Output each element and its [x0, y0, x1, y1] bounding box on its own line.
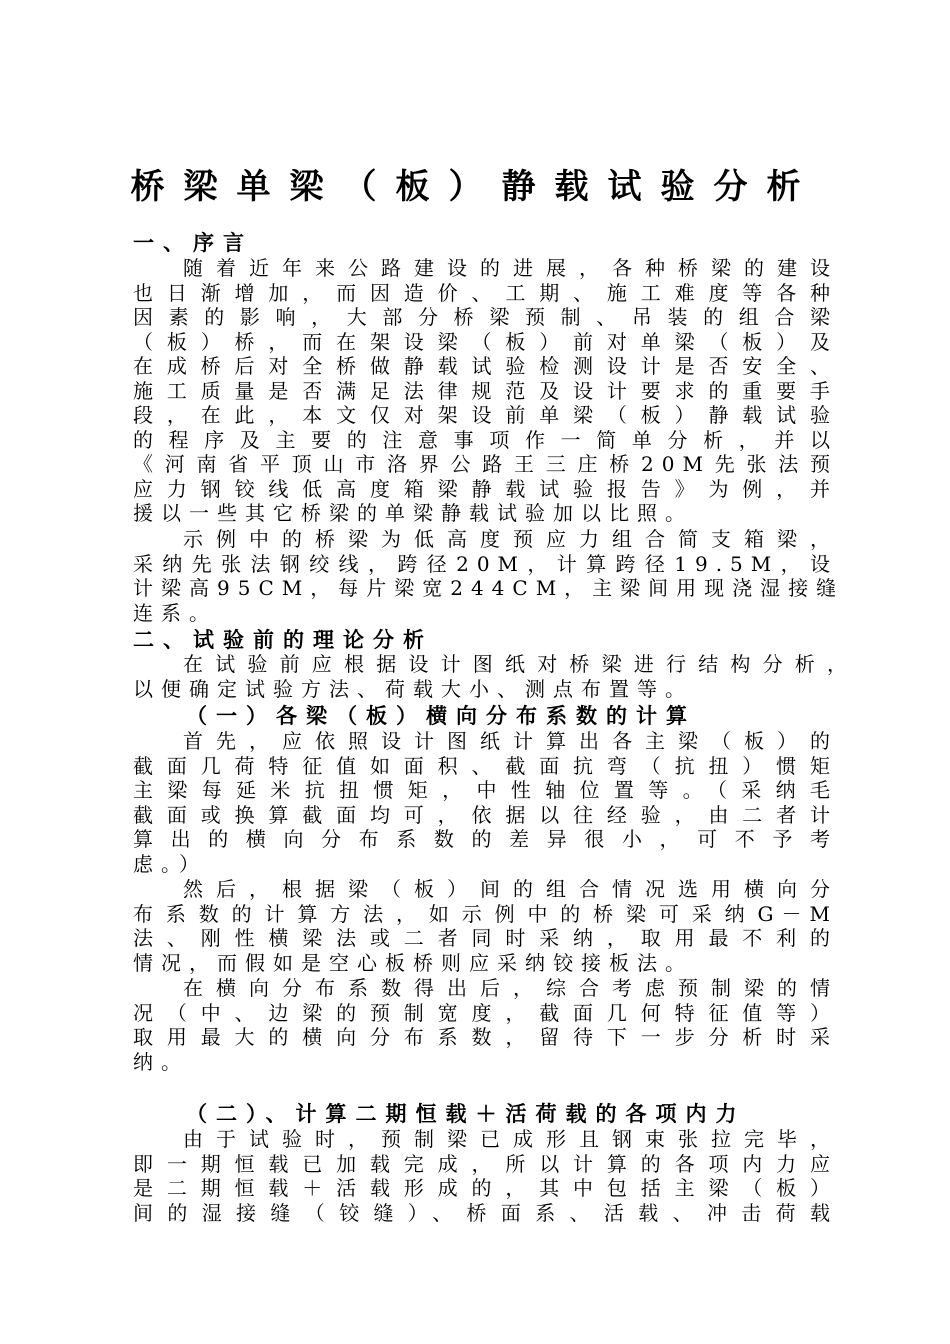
subsection-heading-distribution: （一）各梁（板）横向分布系数的计算 [186, 704, 696, 728]
paragraph [133, 527, 845, 625]
text-line: 也日渐增加，而因造价、工期、施工难度等各种 [133, 280, 838, 305]
paragraph [133, 976, 838, 1074]
text-line: 况（中、边梁的预制宽度，截面几何特征值等） [133, 1000, 838, 1025]
paragraph [133, 877, 838, 975]
subsection-heading-internal-forces: （二）、计算二期恒载＋活荷载的各项内力 [186, 1102, 746, 1126]
text-line: 援以一些其它桥梁的单梁静载试验加以比照。 [133, 501, 693, 525]
paragraph [133, 729, 838, 876]
section-heading-theory: 二、试验前的理论分析 [133, 628, 433, 652]
text-line: 取用最大的横向分布系数，留待下一步分析时采 [133, 1025, 838, 1049]
text-line: 然后，根据梁（板）间的组合情况选用横向分 [183, 877, 838, 901]
text-line: 计梁高95CM，每片梁宽244CM，主梁间用现浇湿接缝 [133, 576, 845, 600]
text-line: 《河南省平顶山市洛界公路王三庄桥20M先张法预 [133, 452, 838, 476]
text-line: 的程序及主要的注意事项作一简单分析，并以 [133, 427, 838, 452]
section-heading-preface: 一、序言 [133, 231, 253, 255]
text-line: 采纳先张法钢绞线，跨径20M，计算跨径19.5M，设 [133, 551, 838, 576]
text-line: 是二期恒载＋活载形成的，其中包括主梁（板） [133, 1176, 838, 1200]
text-line: 即一期恒载已加载完成，所以计算的各项内力应 [133, 1151, 838, 1176]
text-line: 主梁每延米抗扭惯矩，中性轴位置等。（采纳毛 [133, 778, 838, 802]
text-line: 由于试验时，预制梁已成形且钢束张拉完毕， [183, 1127, 838, 1151]
text-line: 连系。 [133, 600, 217, 625]
text-line: 法、刚性横梁法或二者同时采纳，取用最不利的 [133, 926, 838, 950]
text-line: 在横向分布系数得出后，综合考虑预制梁的情 [183, 976, 838, 1000]
text-line: 纳。 [133, 1049, 189, 1074]
text-line: 以便确定试验方法、荷载大小、测点布置等。 [133, 676, 693, 701]
text-line: 算出的横向分布系数的差异很小，可不予考 [133, 827, 838, 851]
paragraph [133, 1127, 838, 1225]
text-line: 首先，应依照设计图纸计算出各主梁（板）的 [183, 729, 838, 753]
text-line: （板）桥，而在架设梁（板）前对单梁（板）及 [133, 329, 838, 354]
document-title: 桥梁单梁（板）静载试验分析 [130, 167, 820, 207]
text-line: 间的湿接缝（铰缝）、桥面系、活载、冲击荷载 [133, 1200, 838, 1225]
text-line: 因素的影响，大部分桥梁预制、吊装的组合梁 [133, 305, 838, 329]
text-line: 随着近年来公路建设的进展，各种桥梁的建设 [183, 256, 838, 280]
text-line: 施工质量是否满足法律规范及设计要求的重要手 [133, 378, 838, 403]
text-line: 在试验前应根据设计图纸对桥梁进行结构分析， [183, 652, 855, 676]
text-line: 应力钢铰线低高度箱梁静载试验报告》为例，并 [133, 476, 838, 501]
text-line: 情况，而假如是空心板桥则应采纳铰接板法。 [133, 950, 693, 975]
paragraph [133, 256, 838, 526]
text-line: 在成桥后对全桥做静载试验检测设计是否安全、 [133, 354, 838, 378]
text-line: 布系数的计算方法，如示例中的桥梁可采纳G－M [133, 901, 838, 926]
text-line: 段，在此，本文仅对架设前单梁（板）静载试验 [133, 403, 838, 427]
text-line: 虑。） [133, 851, 207, 876]
text-line: 截面几荷特征值如面积、截面抗弯（抗扭）惯矩 [133, 753, 838, 778]
paragraph [133, 652, 855, 701]
text-line: 示例中的桥梁为低高度预应力组合简支箱梁， [183, 527, 838, 551]
text-line: 截面或换算截面均可，依据以往经验，由二者计 [133, 802, 838, 827]
